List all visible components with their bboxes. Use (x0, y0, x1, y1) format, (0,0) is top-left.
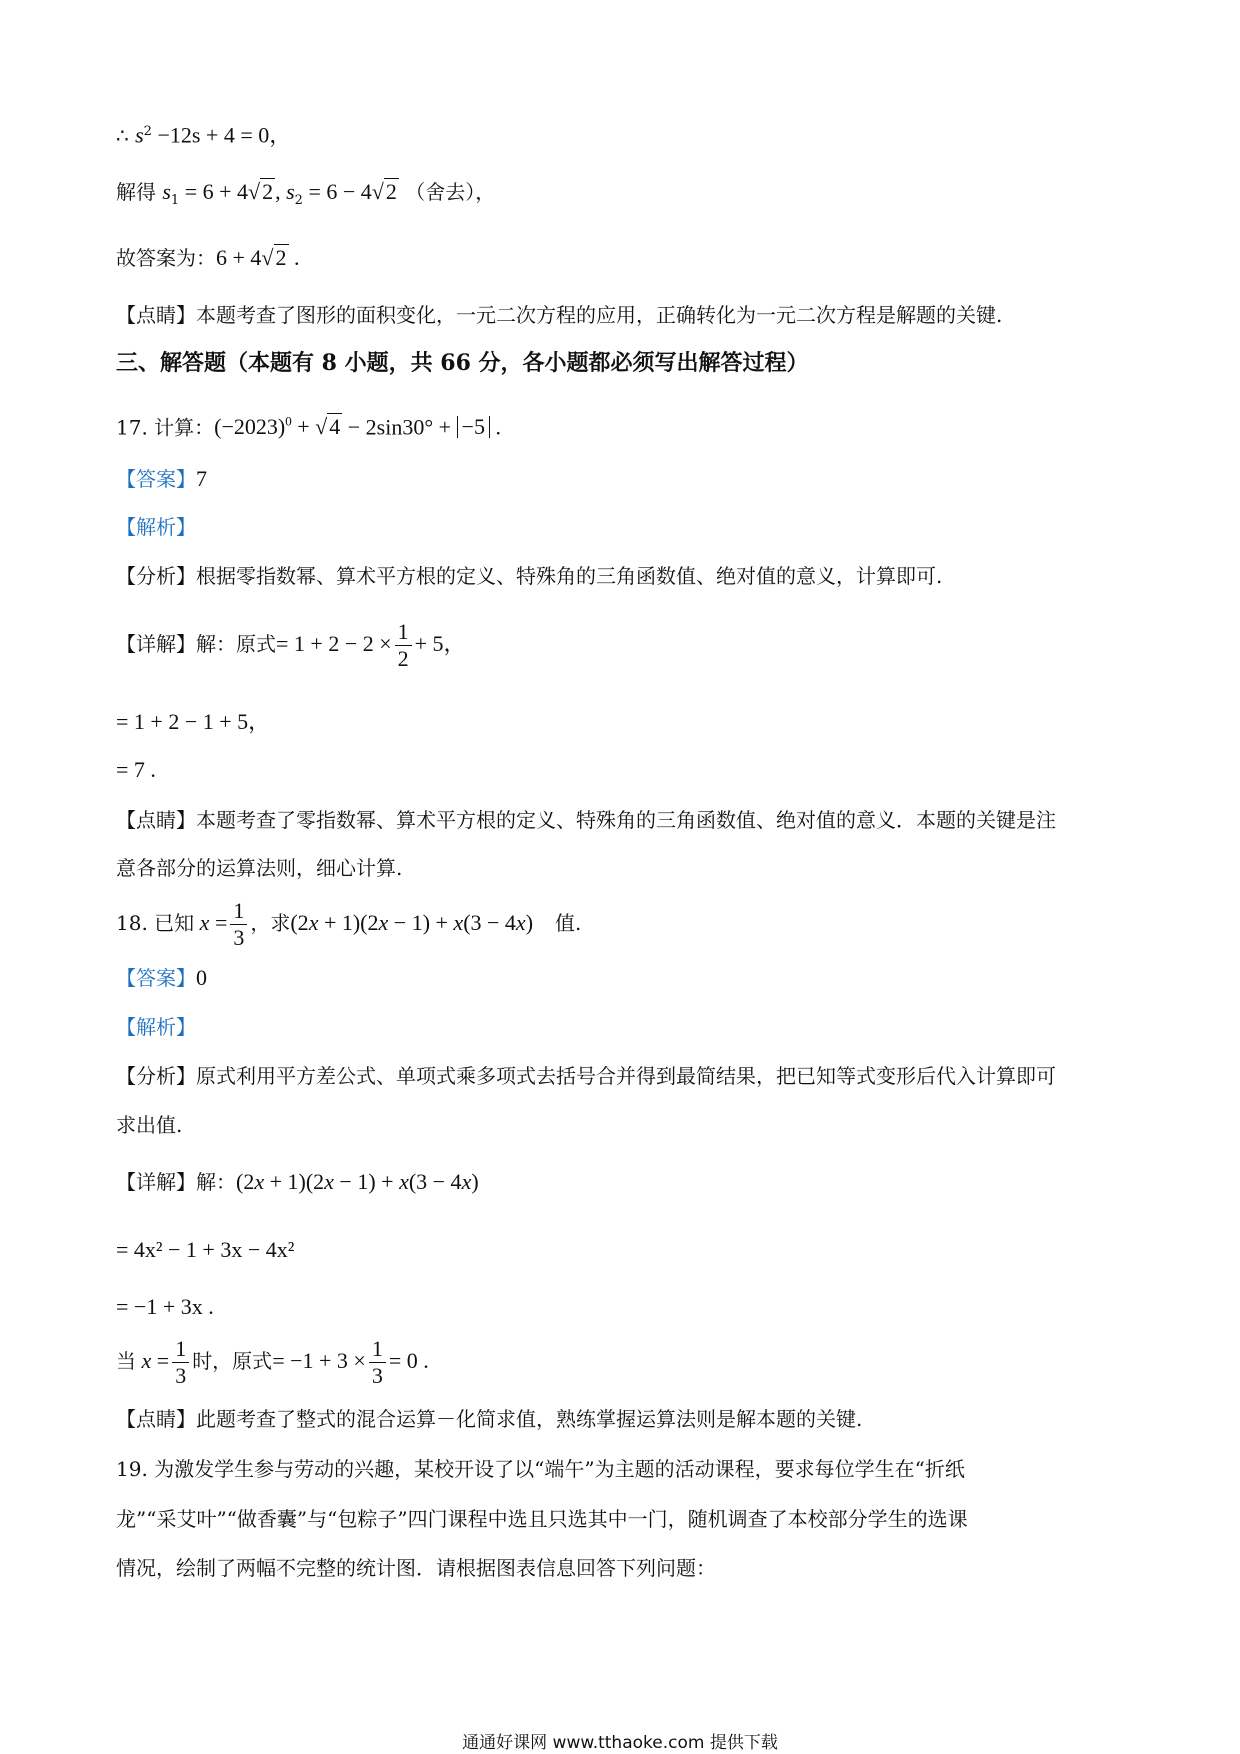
q17-fenxi: 【分析】根据零指数幂、算术平方根的定义、特殊角的三角函数值、绝对值的意义，计算即可. (116, 564, 943, 588)
q18-step2: = −1 + 3x . (116, 1294, 214, 1319)
q18-stem: 18. 已知 x = $\frac{1}{3}$ ，求(2x + 1)(2x − 1) + x(3 − 4x) 值. (116, 898, 582, 950)
q18-detail: 【详解】解：(2x + 1)(2x − 1) + x(3 − 4x) (116, 1169, 479, 1194)
q19-line-2: 龙”“采艾叶”“做香囊”与“包粽子”四门课程中选且只选其中一门，随机调查了本校部分学生的选课 (116, 1507, 968, 1531)
q17-step3: = 7 . (116, 757, 156, 782)
q17-stem: 17. 计算：$(-2023)^0 + √4 - 2\sin 30^\circ + -5$ . (116, 414, 501, 440)
q17-dianjing-1: 【点睛】本题考查了零指数幂、算术平方根的定义、特殊角的三角函数值、绝对值的意义．本题的关键是注 (116, 808, 1056, 832)
q17-dianjing-2: 意各部分的运算法则，细心计算. (116, 856, 403, 880)
q18-answer: 【答案】0 (116, 965, 207, 990)
q18-step1: = 4x² − 1 + 3x − 4x² (116, 1237, 295, 1262)
q18-dianjing: 【点睛】此题考查了整式的混合运算－化简求值，熟练掌握运算法则是解本题的关键. (116, 1407, 863, 1431)
q19-line-3: 情况，绘制了两幅不完整的统计图．请根据图表信息回答下列问题： (116, 1556, 716, 1580)
q18-analysis-tag: 【解析】 (116, 1015, 196, 1039)
q17-analysis-tag: 【解析】 (116, 515, 196, 539)
q17-detail: 【详解】解：原式= 1 + 2 − 2 × $\frac{1}{2}$ + 5， (116, 619, 466, 671)
q18-when: 当 x = $\frac{1}{3}$ 时，原式= −1 + 3 × $\frac{1}{3}$ = 0 . (116, 1336, 429, 1388)
q17-answer: 【答案】7 (116, 466, 207, 491)
footer-source: 通通好课网 www.tthaoke.com 提供下载 (462, 1733, 778, 1753)
q18-fenxi-2: 求出值. (116, 1113, 183, 1137)
solution-line: 解得 $s_1 = 6 + 4√2$, $s_2 = 6 - 4√2$ （舍去）， (116, 179, 496, 208)
equation-line: ∴ $s^2 -12s + 4 = 0$， (116, 122, 292, 148)
q17-step2: = 1 + 2 − 1 + 5， (116, 709, 271, 734)
dianjing-16: 【点睛】本题考查了图形的面积变化，一元二次方程的应用，正确转化为一元二次方程是解题的关键. (116, 303, 1003, 327)
section-heading: 三、解答题（本题有 8 小题，共 66 分，各小题都必须写出解答过程） (116, 350, 809, 376)
answer-line: 故答案为：6 + 4√2 . (116, 245, 300, 270)
q19-line-1: 19. 为激发学生参与劳动的兴趣，某校开设了以“端午”为主题的活动课程，要求每位学生在“折纸 (116, 1457, 965, 1481)
q18-fenxi-1: 【分析】原式利用平方差公式、单项式乘多项式去括号合并得到最简结果，把已知等式变形后代入计算即可 (116, 1064, 1056, 1088)
